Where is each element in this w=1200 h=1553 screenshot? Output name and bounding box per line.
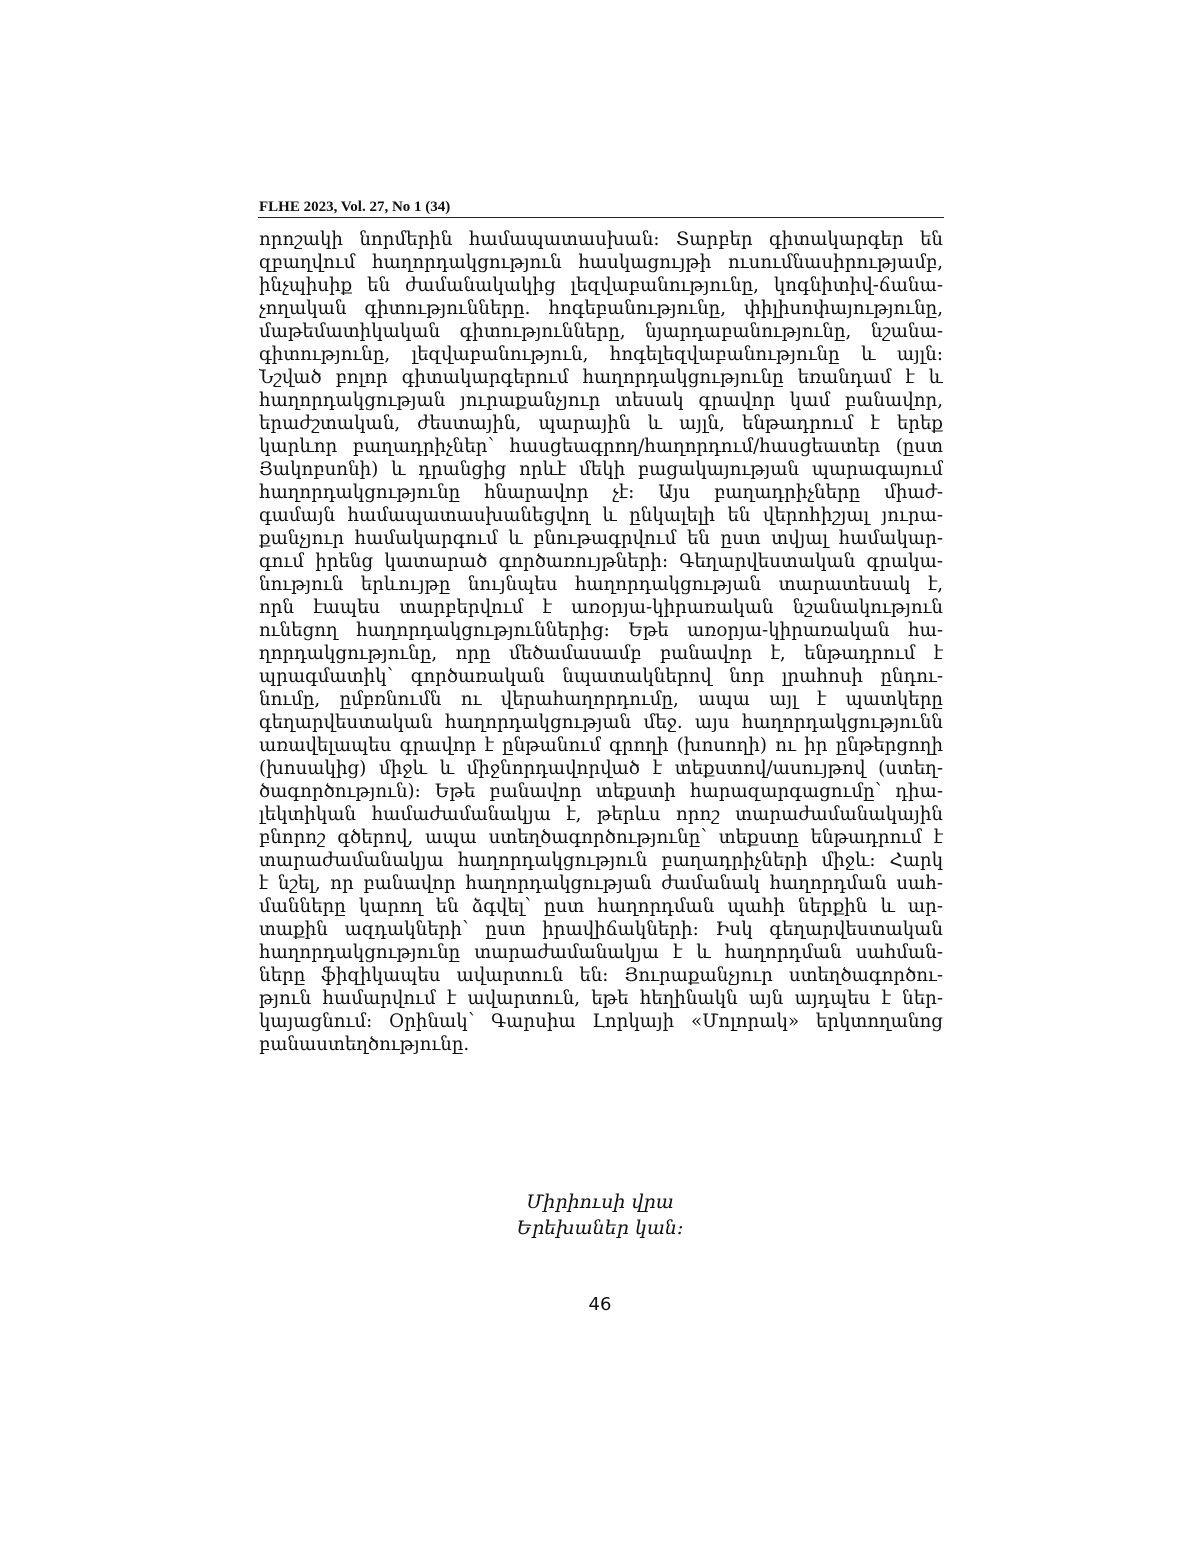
- body-line: կարևոր բաղադրիչներ՝ հասցեագրող/հաղորդում/հասցեատեր (ըստ: [259, 436, 943, 457]
- page-number: 46: [588, 1294, 612, 1315]
- body-line: ունեցող հաղորդակցություններից: Եթե առօրյա-կիրառական հա-: [259, 620, 943, 641]
- body-line: գեղարվեստական հաղորդակցության մեջ. այս հաղորդակցությունն: [259, 712, 943, 733]
- body-text: [259, 228, 943, 1056]
- body-line: նումը, ըմբռնումն ու վերահաղորդումը, ապա այլ է պատկերը: [259, 689, 943, 710]
- body-line: ղորդակցությունը, որը մեծամասամբ բանավոր է, ենթադրում է: [259, 643, 943, 664]
- poem-excerpt: [0, 1189, 1200, 1241]
- body-line: չողական գիտությունները. հոգեբանությունը, փիլիսոփայությունը,: [259, 298, 943, 319]
- body-line: որոշակի նորմերին համապատասխան: Տարբեր գիտակարգեր են: [259, 229, 943, 250]
- body-line: քանչյուր համակարգում և բնութագրվում են ըստ տվյալ համակար-: [259, 528, 943, 549]
- poem-line-2: Երեխաներ կան:: [516, 1217, 684, 1239]
- body-line: թյուն համարվում է ավարտուն, եթե հեղինակն այն այդպես է ներ-: [259, 988, 943, 1009]
- body-line: հաղորդակցությունը տարաժամանակյա է և հաղորդման սահման-: [259, 942, 943, 963]
- body-line: երաժշտական, ժեստային, պարային և այլն, ենթադրում է երեք: [259, 413, 943, 434]
- body-line: գում իրենց կատարած գործառույթների: Գեղարվեստական գրակա-: [259, 551, 943, 572]
- body-line: բնորոշ գծերով, ապա ստեղծագործությունը՝ տեքստը ենթադրում է: [259, 827, 943, 848]
- body-line: գամայն համապատասխանեցվող և ընկալելի են վերոհիշյալ յուրա-: [259, 505, 943, 526]
- body-line: ծագործություն): Եթե բանավոր տեքստի հարազարգացումը՝ դիա-: [259, 781, 943, 802]
- body-line: լեկտիկան համաժամանակյա է, թերևս որոշ տարաժամանակային: [259, 804, 943, 825]
- body-line: բանաստեղծությունը.: [259, 1034, 470, 1055]
- body-line: պրագմատիկ՝ գործառական նպատակներով նոր լրահոսի ընդու-: [259, 666, 943, 687]
- body-line: նություն երևույթը նույնպես հաղորդակցության տարատեսակ է,: [259, 574, 943, 595]
- poem-line-1: Միրիուսի վրա: [526, 1191, 674, 1213]
- body-line: Նշված բոլոր գիտակարգերում հաղորդակցությունը եռանդամ է և: [259, 367, 943, 388]
- body-line: մաթեմատիկական գիտությունները, նյարդաբանությունը, նշանա-: [259, 321, 943, 342]
- body-line: ինչպիսիք են ժամանակակից լեզվաբանությունը, կոգնիտիվ-ճանա-: [259, 275, 943, 296]
- body-line: զբաղվում հաղորդակցություն հասկացույթի ուսումնասիրությամբ,: [259, 252, 943, 273]
- body-line: հաղորդակցությունը հնարավոր չէ: Այս բաղադրիչները միաժ-: [259, 482, 943, 503]
- body-line: գիտությունը, լեզվաբանություն, հոգելեզվաբանությունը և այլն:: [259, 344, 943, 365]
- body-line: որն էապես տարբերվում է առօրյա-կիրառական նշանակություն: [259, 597, 943, 618]
- body-line: տարաժամանակյա հաղորդակցություն բաղադրիչների միջև: Հարկ: [259, 850, 943, 871]
- body-line: հաղորդակցության յուրաքանչյուր տեսակ գրավոր կամ բանավոր,: [259, 390, 943, 411]
- body-line: մանները կարող են ձգվել՝ ըստ հաղորդման պահի ներքին և ար-: [259, 896, 943, 917]
- body-line: է նշել, որ բանավոր հաղորդակցության ժամանակ հաղորդման սահ-: [259, 873, 943, 894]
- body-line: տաքին ազդակների՝ ըստ իրավիճակների: Իսկ գեղարվեստական: [259, 919, 943, 940]
- body-line: Յակոբսոնի) և դրանցից որևէ մեկի բացակայության պարագայում: [259, 459, 943, 480]
- body-line: ները ֆիզիկապես ավարտուն են: Յուրաքանչյուր ստեղծագործու-: [259, 965, 943, 986]
- journal-header: FLHE 2023, Vol. 27, No 1 (34): [259, 199, 451, 215]
- body-line: (խոսակից) միջև և միջնորդավորված է տեքստով/ասույթով (ստեղ-: [259, 758, 943, 779]
- header-rule: [258, 217, 944, 218]
- body-line: կայացնում: Օրինակ՝ Գարսիա Լորկայի «Մոլորակ» երկտողանոց: [259, 1011, 943, 1032]
- body-line: առավելապես գրավոր է ընթանում գրողի (խոսողի) ու իր ընթերցողի: [259, 735, 943, 756]
